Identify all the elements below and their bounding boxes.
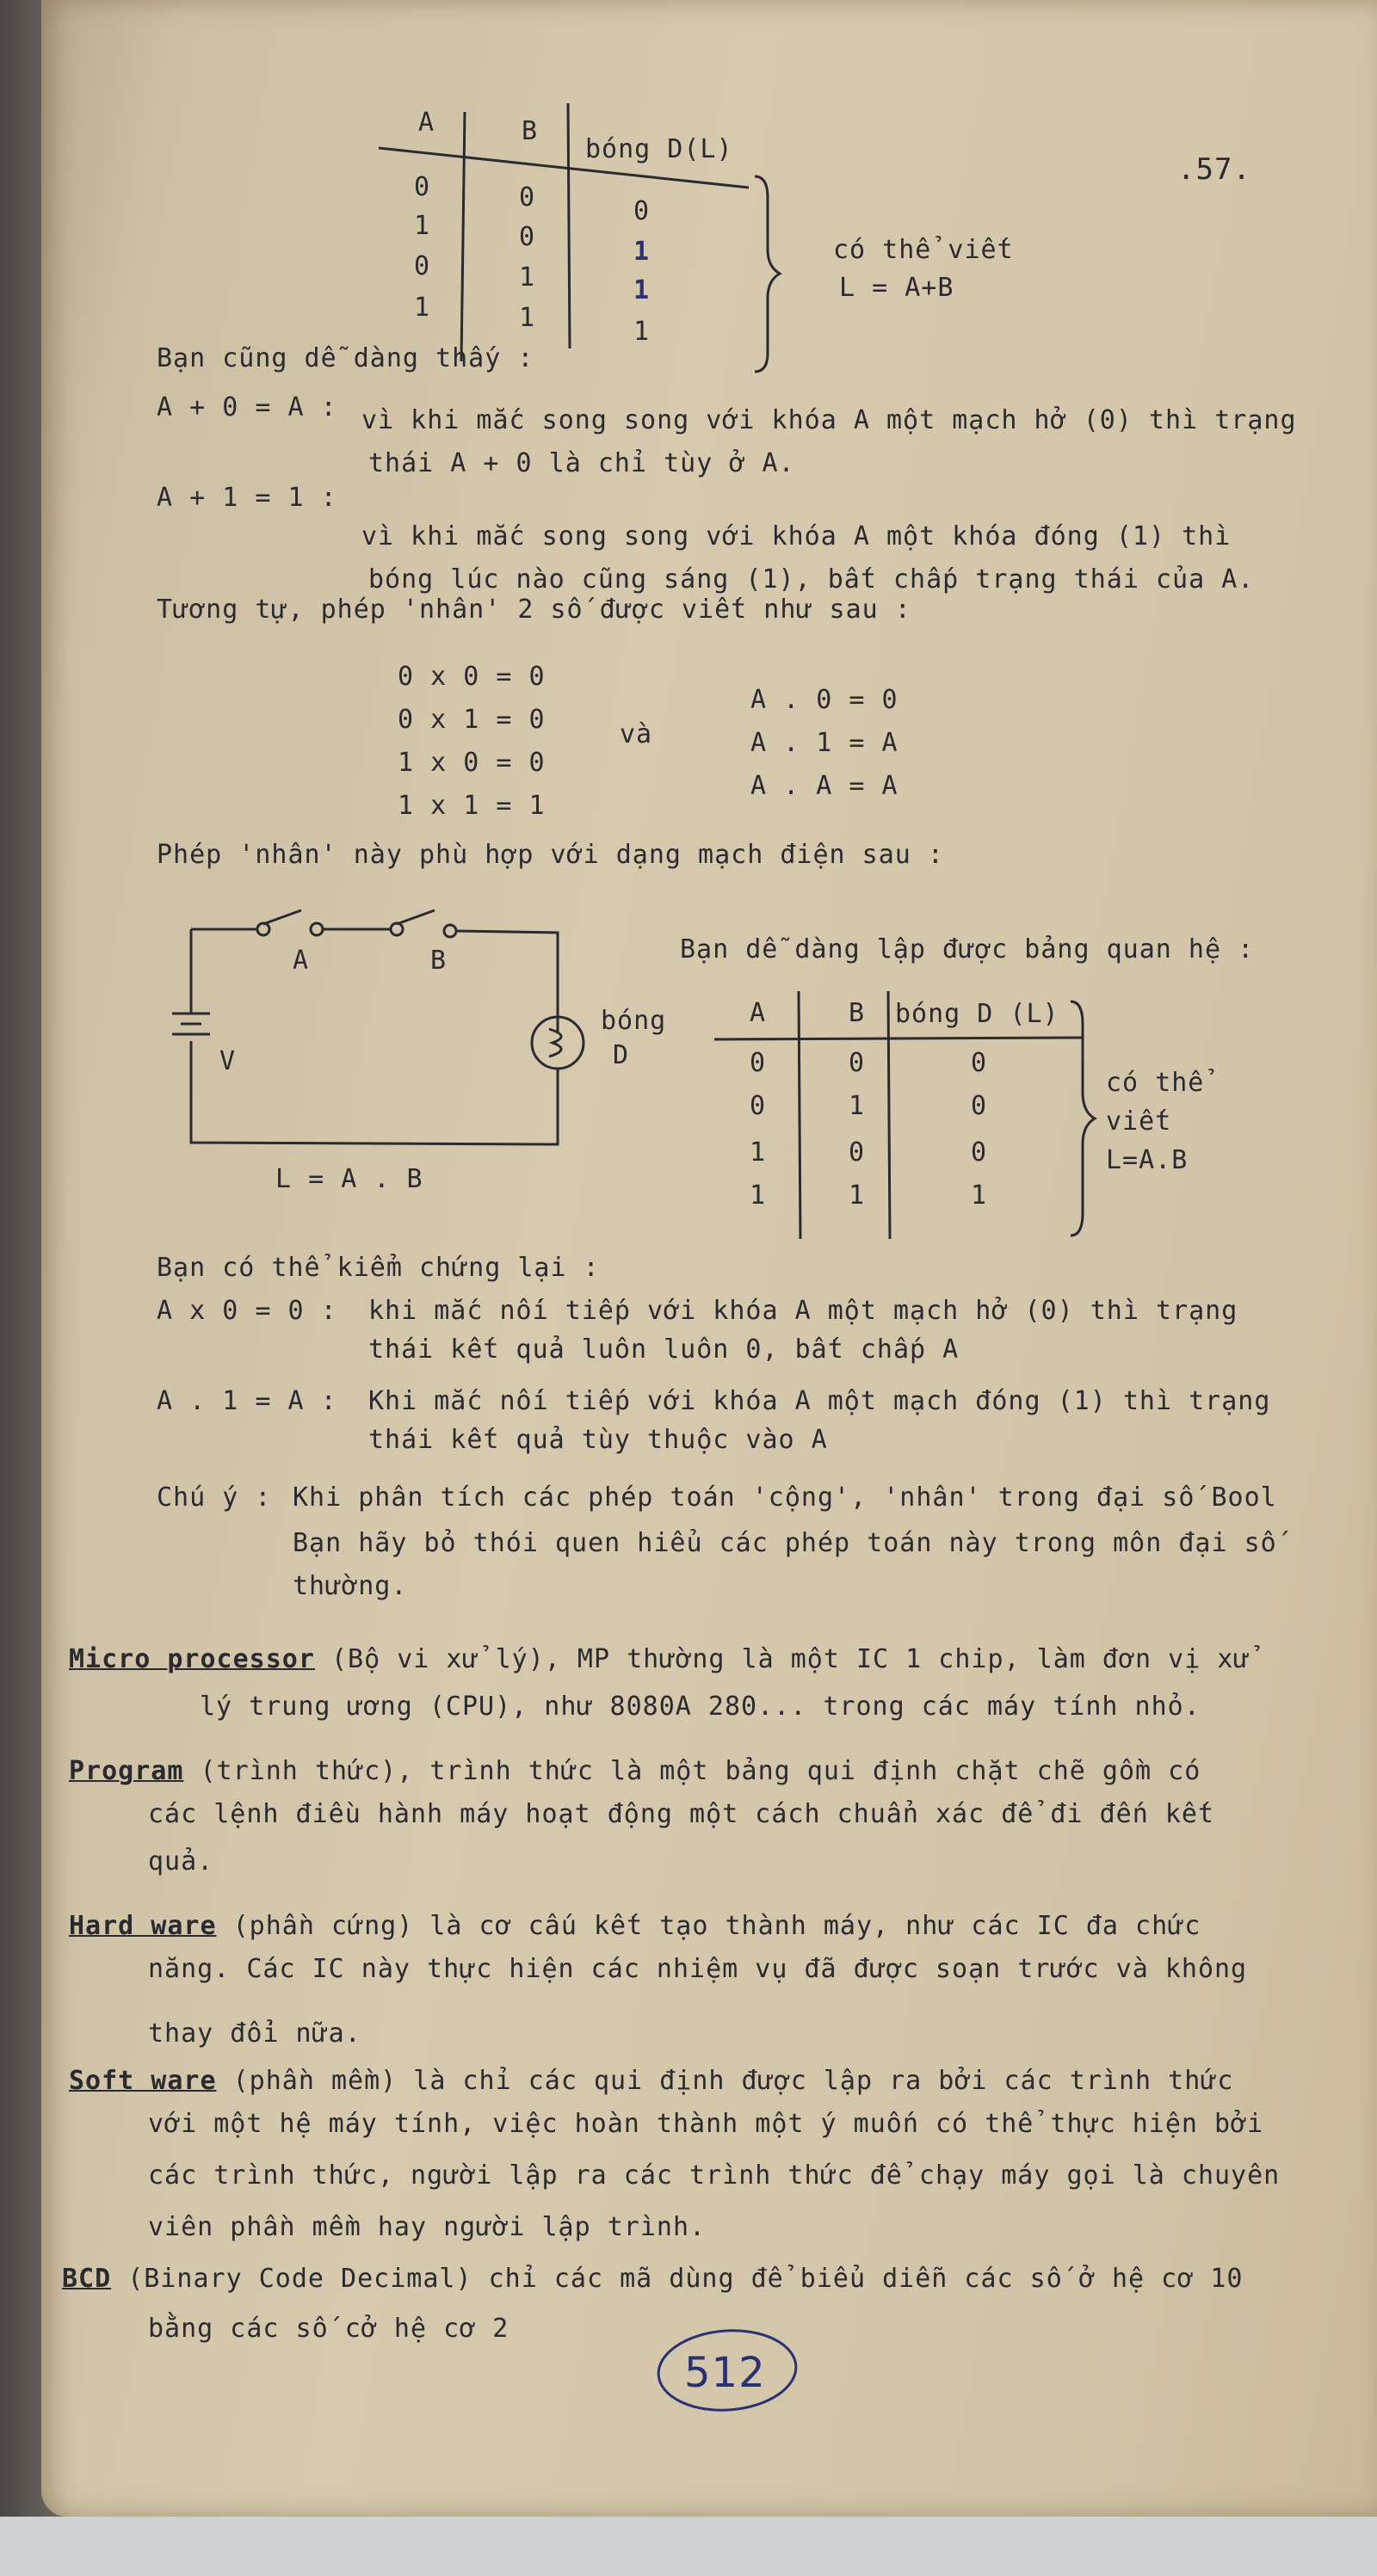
circuit-battery-label: V xyxy=(219,1046,237,1076)
table2-r2-a: 0 xyxy=(749,1091,766,1121)
mult-intro: Tương tự, phép 'nhân' 2 số được viết như sau : xyxy=(157,595,911,625)
glossary-prog-text-b: các lệnh điều hành máy hoạt động một cách chuẩn xác để đi đến kết xyxy=(148,1799,1214,1829)
bottom-surface xyxy=(0,2517,1377,2576)
and-intro: Bạn có thể kiểm chứng lại : xyxy=(157,1253,600,1283)
and-rule2-label: A . 1 = A : xyxy=(157,1386,337,1416)
table2-r2-b: 1 xyxy=(848,1091,865,1121)
table1-brace xyxy=(750,172,785,379)
mult-right-2: A . 1 = A xyxy=(750,728,898,758)
glossary-bcd-text-b: bằng các số cở hệ cơ 2 xyxy=(148,2314,509,2344)
glossary-sw-text-a: (phần mềm) là chỉ các qui định được lập ra bởi các trình thức xyxy=(232,2066,1234,2096)
glossary-sw-text-c: các trình thức, người lập ra các trình thức để chạy máy gọi là chuyên xyxy=(148,2160,1281,2191)
glossary-mp-line1 xyxy=(69,1643,1250,1676)
and-rule1-text-a: khi mắc nối tiếp với khóa A một mạch hở (0) thì trạng xyxy=(368,1296,1238,1326)
glossary-sw-text-b: với một hệ máy tính, việc hoàn thành một ý muốn có thể thực hiện bởi xyxy=(148,2109,1264,2139)
glossary-hw-term: Hard ware xyxy=(69,1911,217,1941)
table2-r3-l: 0 xyxy=(970,1137,987,1168)
mult-right-3: A . A = A xyxy=(750,771,898,801)
glossary-prog-text-a: (trình thức), trình thức là một bảng qui định chặt chẽ gồm có xyxy=(200,1756,1201,1786)
note-text-a: Khi phân tích các phép toán 'cộng', 'nhân' trong đại số Bool xyxy=(293,1482,1277,1513)
table1-r1-l: 0 xyxy=(633,196,650,226)
mult-and-word: và xyxy=(620,719,653,749)
table2-note-3: L=A.B xyxy=(1106,1145,1189,1175)
glossary-sw-term: Soft ware xyxy=(69,2066,217,2096)
glossary-sw-line1 xyxy=(69,2065,1233,2098)
glossary-mp-term: Micro processor xyxy=(69,1644,315,1674)
glossary-sw-text-d: viên phần mềm hay người lập trình. xyxy=(148,2212,707,2242)
and-rule2-text-b: thái kết quả tùy thuộc vào A xyxy=(368,1425,828,1455)
note-text-c: thường. xyxy=(293,1571,408,1601)
switch-b-contact-1 xyxy=(391,923,403,935)
and-rule2-text-a: Khi mắc nối tiếp với khóa A một mạch đóng (1) thì trạng xyxy=(368,1386,1271,1416)
table2-r4-l: 1 xyxy=(970,1180,987,1211)
table1-r3-b: 1 xyxy=(518,262,535,293)
table1-r1-b: 0 xyxy=(518,182,535,213)
table2-note-1: có thể xyxy=(1106,1068,1205,1098)
note-text-b: Bạn hãy bỏ thói quen hiểu các phép toán này trong môn đại số xyxy=(293,1528,1277,1558)
or-rule1-text-b: thái A + 0 là chỉ tùy ở A. xyxy=(368,448,795,478)
table2-r2-l: 0 xyxy=(970,1091,987,1121)
switch-b-contact-2 xyxy=(444,925,456,937)
glossary-bcd-line1 xyxy=(62,2263,1243,2296)
table1-r2-a: 1 xyxy=(413,211,430,241)
glossary-prog-line1 xyxy=(69,1755,1201,1788)
table2-header-a: A xyxy=(749,998,766,1028)
table2-r3-a: 1 xyxy=(749,1137,766,1168)
table1-header-b: B xyxy=(521,116,538,146)
switch-a-blade xyxy=(263,910,301,924)
table2-r3-b: 0 xyxy=(848,1137,865,1168)
table2-r4-b: 1 xyxy=(848,1180,865,1211)
glossary-prog-text-c: quả. xyxy=(148,1846,214,1877)
or-rule1-text-a: vì khi mắc song song với khóa A một mạch hở (0) thì trạng xyxy=(361,405,1297,435)
glossary-hw-text-b: năng. Các IC này thực hiện các nhiệm vụ đã được soạn trước và không xyxy=(148,1954,1248,1984)
mult-left-2: 0 x 1 = 0 xyxy=(398,705,546,735)
and-rule1-label: A x 0 = 0 : xyxy=(157,1296,337,1326)
table1-header-a: A xyxy=(417,108,435,138)
handwritten-page-number: 512 xyxy=(684,2349,766,2397)
table1-r3-a: 0 xyxy=(413,251,430,281)
page-number: .57. xyxy=(1177,152,1251,187)
mult-left-3: 1 x 0 = 0 xyxy=(398,748,546,778)
table1-r4-a: 1 xyxy=(413,293,430,323)
or-rule2-label: A + 1 = 1 : xyxy=(157,483,337,513)
table1-r4-l: 1 xyxy=(633,317,650,347)
switch-a-contact-1 xyxy=(257,923,269,935)
and-circuit-diagram xyxy=(164,895,611,1153)
table2-intro: Bạn dễ dàng lập được bảng quan hệ : xyxy=(680,934,1255,964)
lamp-filament xyxy=(549,1029,561,1057)
circuit-lamp-label-2: D xyxy=(613,1040,630,1070)
table1-r1-a: 0 xyxy=(413,172,430,202)
table1-r2-l: 1 xyxy=(633,237,650,267)
table2-r4-a: 1 xyxy=(749,1180,766,1211)
glossary-prog-term: Program xyxy=(69,1756,184,1786)
glossary-hw-text-c: thay đổi nữa. xyxy=(148,2018,361,2049)
table1-note-1: có thể viết xyxy=(833,235,1014,265)
table1-r4-b: 1 xyxy=(518,303,535,333)
glossary-mp-text-b: lý trung ương (CPU), như 8080A 280... trong các máy tính nhỏ. xyxy=(200,1692,1201,1722)
table1-note-2: L = A+B xyxy=(839,273,954,303)
or-rule2-text-a: vì khi mắc song song với khóa A một khóa đóng (1) thì xyxy=(361,521,1232,552)
note-label: Chú ý : xyxy=(157,1482,272,1513)
circuit-lamp-label-1: bóng xyxy=(601,1006,667,1036)
mult-left-1: 0 x 0 = 0 xyxy=(398,662,546,692)
or-rule1-label: A + 0 = A : xyxy=(157,392,337,422)
table2-note-2: viết xyxy=(1106,1106,1172,1137)
circuit-switch-b-label: B xyxy=(430,946,448,976)
switch-a-contact-2 xyxy=(311,923,323,935)
circuit-intro: Phép 'nhân' này phù hợp với dạng mạch điện sau : xyxy=(157,840,944,870)
glossary-hw-line1 xyxy=(69,1910,1201,1943)
table1-header-lamp: bóng D(L) xyxy=(585,134,733,164)
glossary-bcd-text-a: (Binary Code Decimal) chỉ các mã dùng để biểu diễn các số ở hệ cơ 10 xyxy=(127,2264,1244,2294)
switch-b-blade xyxy=(397,910,435,924)
table2-r1-b: 0 xyxy=(848,1048,865,1078)
circuit-switch-a-label: A xyxy=(293,946,310,976)
or-rule2-text-b: bóng lúc nào cũng sáng (1), bất chấp trạng thái của A. xyxy=(368,564,1255,595)
glossary-mp-text-a: (Bộ vi xử lý), MP thường là một IC 1 chip, làm đơn vị xử xyxy=(331,1644,1250,1674)
table2-r1-a: 0 xyxy=(749,1048,766,1078)
table1-r3-l: 1 xyxy=(633,275,650,305)
table2-header-b: B xyxy=(848,998,865,1028)
table2-brace xyxy=(1067,998,1102,1239)
mult-right-1: A . 0 = 0 xyxy=(750,685,898,715)
circuit-formula: L = A . B xyxy=(275,1164,423,1194)
glossary-hw-text-a: (phần cứng) là cơ cấu kết tạo thành máy, như các IC đa chức xyxy=(232,1911,1201,1941)
table2-r1-l: 0 xyxy=(970,1048,987,1078)
table2-header-lamp: bóng D (L) xyxy=(895,999,1059,1029)
or-intro: Bạn cũng dễ dàng thấy : xyxy=(157,343,534,373)
glossary-bcd-term: BCD xyxy=(62,2264,112,2294)
mult-left-4: 1 x 1 = 1 xyxy=(398,791,546,821)
table1-r2-b: 0 xyxy=(518,222,535,252)
and-rule1-text-b: thái kết quả luôn luôn 0, bất chấp A xyxy=(368,1334,960,1365)
